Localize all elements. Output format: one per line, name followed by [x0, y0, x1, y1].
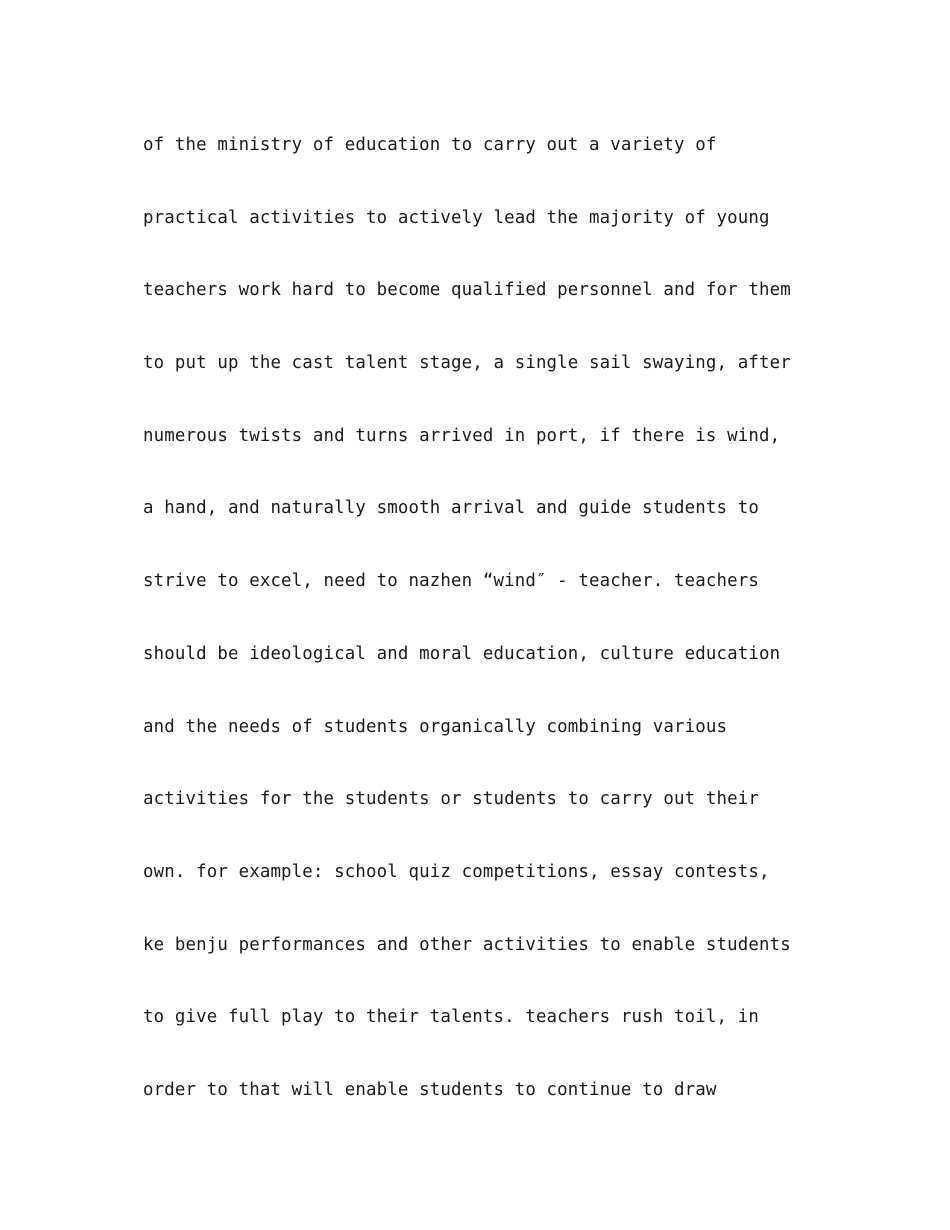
text-line: order to that will enable students to continue to draw	[143, 1079, 717, 1100]
text-line: of the ministry of education to carry out a variety of	[143, 135, 717, 155]
body-text	[143, 127, 843, 1145]
text-line: strive to excel, need to nazhen “wind″ - teacher. teachers	[143, 571, 759, 592]
text-line: numerous twists and turns arrived in port, if there is wind,	[143, 425, 781, 446]
text-line: activities for the students or students to carry out their	[143, 789, 759, 810]
text-line: ke benju performances and other activities to enable students	[143, 934, 791, 955]
text-line: own. for example: school quiz competitions, essay contests,	[143, 861, 770, 882]
text-line: to give full play to their talents. teachers rush toil, in	[143, 1007, 759, 1028]
text-line: teachers work hard to become qualified personnel and for them	[143, 280, 791, 301]
text-line: a hand, and naturally smooth arrival and guide students to	[143, 498, 759, 519]
text-line: practical activities to actively lead the majority of young	[143, 207, 770, 228]
text-line: should be ideological and moral education, culture education	[143, 643, 781, 664]
text-line: to put up the cast talent stage, a single sail swaying, after	[143, 353, 791, 374]
text-line: and the needs of students organically combining various	[143, 716, 728, 737]
